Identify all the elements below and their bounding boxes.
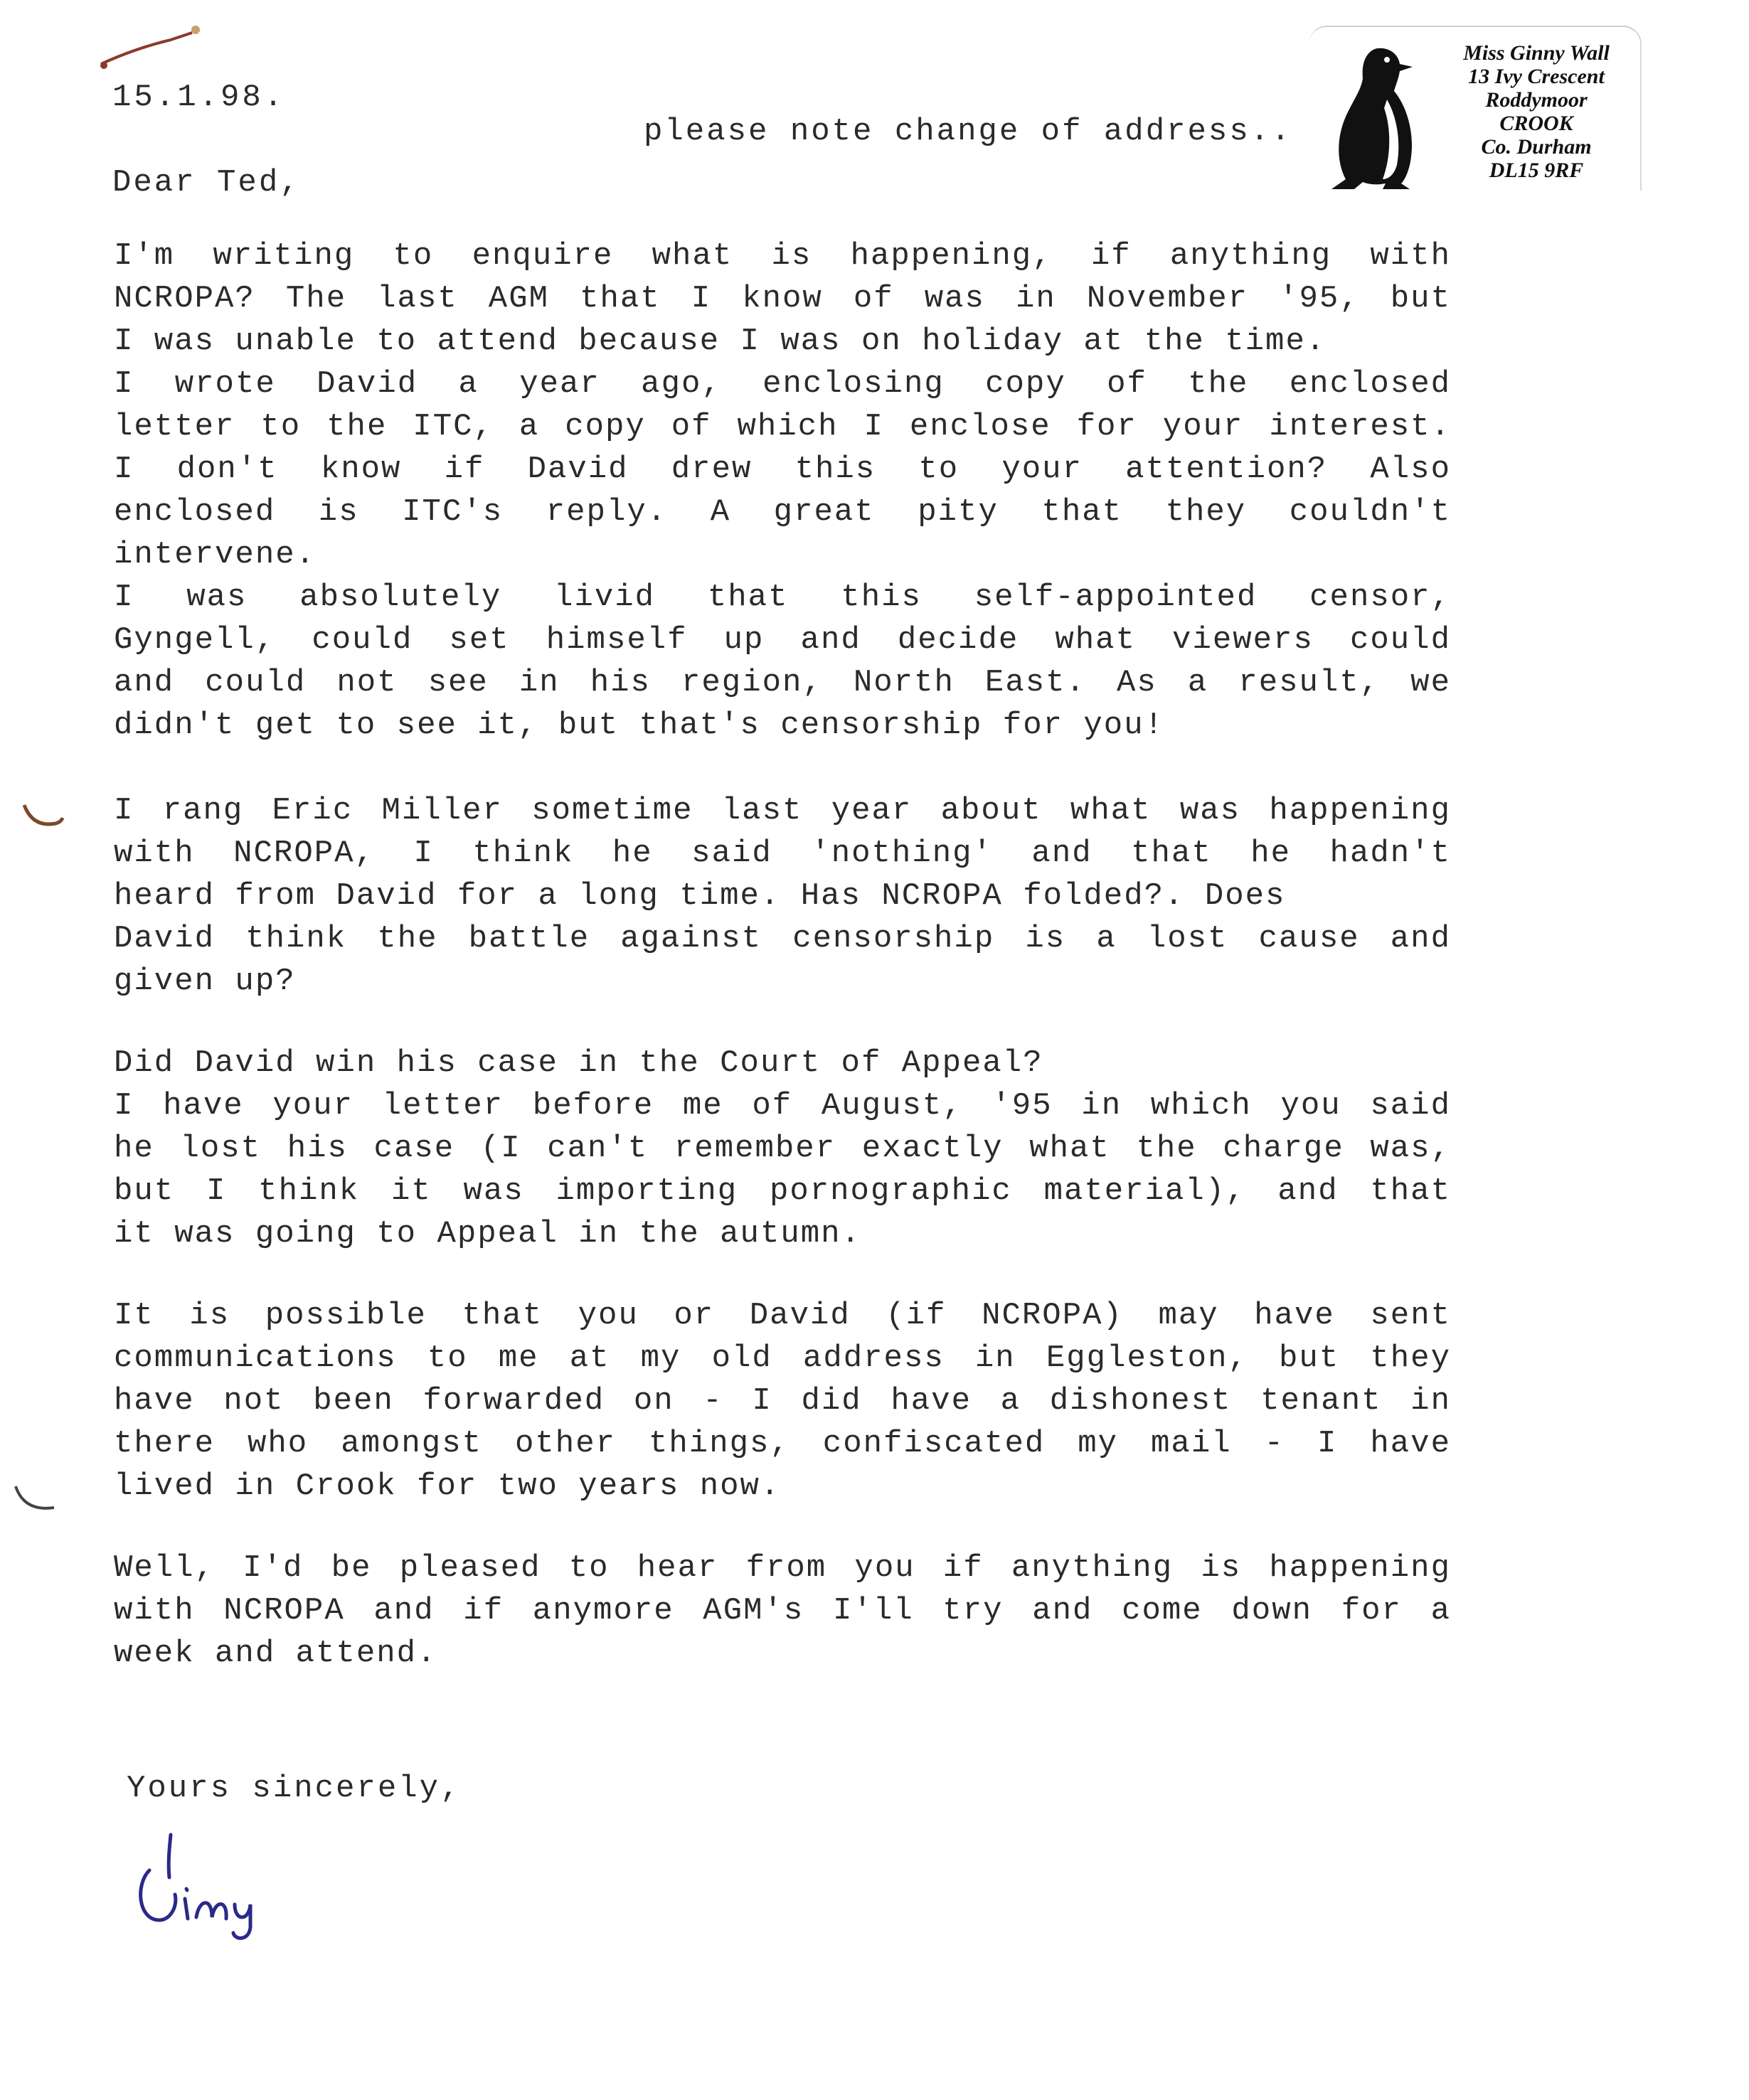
body-line: letter to the ITC, a copy of which I enclose for your interest. — [114, 409, 1451, 444]
sender-postcode: DL15 9RF — [1489, 159, 1584, 182]
salutation: Dear Ted, — [112, 165, 301, 201]
body-line: Gyngell, could set himself up and decide what viewers could — [114, 622, 1451, 658]
sender-address — [1433, 41, 1639, 182]
body-line: enclosed is ITC's reply. A great pity that they couldn't — [114, 494, 1451, 530]
sender-address-stamp — [1309, 26, 1642, 191]
body-line: I rang Eric Miller sometime last year about what was happening — [114, 793, 1451, 828]
sender-locality: Roddymoor — [1485, 88, 1588, 112]
body-line: I was unable to attend because I was on holiday at the time. — [114, 324, 1327, 359]
body-line: I have your letter before me of August, '95 in which you said — [114, 1088, 1451, 1124]
body-line: David think the battle against censorship is a lost cause and — [114, 921, 1451, 956]
body-line: but I think it was importing pornographic material), and that — [114, 1173, 1451, 1209]
address-change-note: please note change of address.. — [644, 114, 1292, 149]
penguin-icon — [1322, 43, 1428, 192]
body-line: I don't know if David drew this to your attention? Also — [114, 452, 1451, 487]
body-line: with NCROPA, I think he said 'nothing' and that he hadn't — [114, 836, 1451, 871]
body-line: didn't get to see it, but that's censorship for you! — [114, 708, 1165, 743]
body-line: It is possible that you or David (if NCROPA) may have sent — [114, 1298, 1451, 1333]
closing: Yours sincerely, — [127, 1771, 462, 1806]
body-line: I'm writing to enquire what is happening, if anything with — [114, 238, 1451, 274]
sender-county: Co. Durham — [1481, 135, 1592, 159]
margin-mark — [18, 796, 68, 839]
body-line: heard from David for a long time. Has NCROPA folded?. Does — [114, 878, 1286, 914]
body-line: lived in Crook for two years now. — [114, 1469, 781, 1504]
body-line: Well, I'd be pleased to hear from you if anything is happening — [114, 1550, 1451, 1586]
letter-date: 15.1.98. — [112, 80, 286, 115]
body-line: I wrote David a year ago, enclosing copy of the enclosed — [114, 366, 1451, 402]
margin-mark — [9, 1479, 65, 1522]
body-line: NCROPA? The last AGM that I know of was in November '95, but — [114, 281, 1451, 316]
body-line: communications to me at my old address in Eggleston, but they — [114, 1341, 1451, 1376]
body-line: and could not see in his region, North East. As a result, we — [114, 665, 1451, 700]
body-line: week and attend. — [114, 1636, 437, 1671]
body-line: there who amongst other things, confiscated my mail - I have — [114, 1426, 1451, 1461]
handwritten-signature — [128, 1821, 313, 1941]
body-line: intervene. — [114, 537, 317, 572]
body-line: I was absolutely livid that this self-appointed censor, — [114, 580, 1451, 615]
body-line: given up? — [114, 964, 296, 999]
body-line: it was going to Appeal in the autumn. — [114, 1216, 861, 1252]
body-line: have not been forwarded on - I did have a dishonest tenant in — [114, 1383, 1451, 1419]
pen-mark-top-left — [92, 20, 206, 77]
body-line: he lost his case (I can't remember exactly what the charge was, — [114, 1131, 1451, 1166]
sender-name: Miss Ginny Wall — [1463, 41, 1610, 65]
body-line: with NCROPA and if anymore AGM's I'll try and come down for a — [114, 1593, 1451, 1629]
sender-street: 13 Ivy Crescent — [1468, 65, 1605, 88]
body-line: Did David win his case in the Court of Appeal? — [114, 1045, 1043, 1081]
sender-town: CROOK — [1499, 112, 1573, 135]
